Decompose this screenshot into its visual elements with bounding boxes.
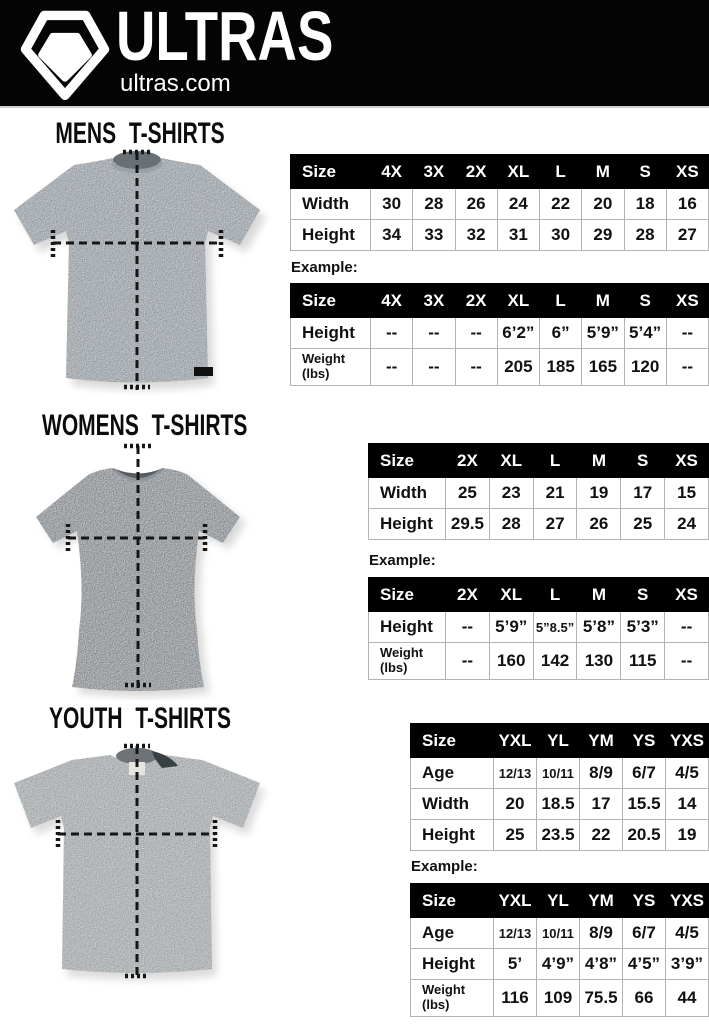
table-cell: 22	[540, 189, 582, 220]
table-cell: 27	[533, 509, 577, 540]
table-header-row	[411, 724, 709, 758]
column-header: XS	[665, 578, 709, 612]
table-cell: 17	[580, 789, 623, 820]
table-cell: 12/13	[494, 758, 537, 789]
table-cell: 4/5	[666, 918, 709, 949]
table-cell: 3’9”	[666, 949, 709, 980]
column-header: M	[582, 284, 624, 318]
column-header: S	[621, 578, 665, 612]
table-cell: --	[455, 318, 497, 349]
table-row	[369, 643, 709, 680]
youth-size-table	[410, 723, 709, 851]
site-header	[0, 0, 709, 108]
column-header: L	[540, 155, 582, 189]
table-row	[291, 349, 709, 386]
table-cell: 14	[666, 789, 709, 820]
table-cell: 165	[582, 349, 624, 386]
row-label: Age	[411, 758, 494, 789]
table-row	[411, 820, 709, 851]
row-label: Height	[291, 318, 371, 349]
column-header: YXS	[666, 884, 709, 918]
column-header: YM	[580, 884, 623, 918]
column-header: S	[621, 444, 665, 478]
table-header-row	[291, 284, 709, 318]
table-cell: 25	[621, 509, 665, 540]
row-label: Age	[411, 918, 494, 949]
table-cell: 4/5	[666, 758, 709, 789]
column-header: M	[577, 578, 621, 612]
table-cell: 28	[624, 220, 666, 251]
table-cell: --	[665, 643, 709, 680]
brand-url: ultras.com	[120, 70, 231, 97]
table-cell: 5’4”	[624, 318, 666, 349]
table-cell: 130	[577, 643, 621, 680]
womens-example-table	[368, 577, 709, 680]
table-cell: --	[413, 318, 455, 349]
row-label: Width	[291, 189, 371, 220]
table-row	[369, 509, 709, 540]
table-cell: 5’3”	[621, 612, 665, 643]
column-header: Size	[369, 578, 446, 612]
column-header: XL	[497, 284, 539, 318]
table-row	[291, 318, 709, 349]
mens-section-title: MENS T-SHIRTS	[55, 117, 225, 150]
data-table	[410, 723, 709, 851]
table-cell: 8/9	[580, 758, 623, 789]
column-header: XS	[666, 155, 708, 189]
table-row	[291, 189, 709, 220]
youth-example-label: Example:	[411, 858, 478, 875]
table-cell: 20.5	[623, 820, 666, 851]
table-header-row	[369, 444, 709, 478]
table-row	[411, 949, 709, 980]
column-header: S	[624, 284, 666, 318]
brand-title: ULTRAS	[116, 0, 334, 75]
column-header: 3X	[413, 284, 455, 318]
column-header: 2X	[446, 578, 490, 612]
table-cell: 33	[413, 220, 455, 251]
hem-tag	[194, 367, 213, 376]
table-cell: 116	[494, 980, 537, 1017]
table-cell: 27	[666, 220, 708, 251]
row-label: Height	[411, 820, 494, 851]
table-cell: 5”8.5”	[533, 612, 577, 643]
table-cell: 29	[582, 220, 624, 251]
column-header: L	[540, 284, 582, 318]
table-cell: 15.5	[623, 789, 666, 820]
table-cell: 44	[666, 980, 709, 1017]
table-cell: 160	[489, 643, 533, 680]
table-cell: 28	[413, 189, 455, 220]
table-cell: 4’5”	[623, 949, 666, 980]
column-header: YXL	[494, 724, 537, 758]
table-cell: 142	[533, 643, 577, 680]
row-label: Weight (lbs)	[369, 643, 446, 680]
column-header: Size	[291, 155, 371, 189]
table-cell: --	[665, 612, 709, 643]
table-cell: 109	[537, 980, 580, 1017]
table-cell: 18	[624, 189, 666, 220]
table-cell: --	[371, 349, 413, 386]
table-cell: 5’	[494, 949, 537, 980]
table-cell: 66	[623, 980, 666, 1017]
table-cell: 15	[665, 478, 709, 509]
table-cell: 32	[455, 220, 497, 251]
table-row	[411, 980, 709, 1017]
column-header: Size	[411, 884, 494, 918]
row-label: Weight (lbs)	[411, 980, 494, 1017]
data-table	[290, 154, 709, 251]
column-header: 3X	[413, 155, 455, 189]
table-cell: 18.5	[537, 789, 580, 820]
mens-tshirt-graphic	[0, 146, 280, 396]
column-header: XL	[497, 155, 539, 189]
table-row	[411, 758, 709, 789]
column-header: YXS	[666, 724, 709, 758]
column-header: YL	[537, 724, 580, 758]
table-cell: --	[666, 349, 708, 386]
table-cell: 19	[577, 478, 621, 509]
row-label: Height	[369, 612, 446, 643]
mens-example-table	[290, 283, 709, 386]
table-row	[411, 918, 709, 949]
table-cell: 205	[497, 349, 539, 386]
table-header-row	[411, 884, 709, 918]
column-header: XL	[489, 578, 533, 612]
table-cell: --	[446, 612, 490, 643]
table-row	[291, 220, 709, 251]
column-header: YL	[537, 884, 580, 918]
row-label: Height	[369, 509, 446, 540]
table-cell: 23.5	[537, 820, 580, 851]
table-cell: 5’8”	[577, 612, 621, 643]
data-table	[410, 883, 709, 1017]
table-cell: 29.5	[446, 509, 490, 540]
table-cell: 28	[489, 509, 533, 540]
table-cell: 6”	[540, 318, 582, 349]
table-cell: 25	[446, 478, 490, 509]
table-cell: 6’2”	[497, 318, 539, 349]
table-cell: 8/9	[580, 918, 623, 949]
table-cell: 6/7	[623, 758, 666, 789]
data-table	[368, 577, 709, 680]
table-cell: 16	[666, 189, 708, 220]
table-cell: 5’9”	[582, 318, 624, 349]
row-label: Width	[369, 478, 446, 509]
row-label: Weight (lbs)	[291, 349, 371, 386]
table-cell: 21	[533, 478, 577, 509]
table-cell: 115	[621, 643, 665, 680]
youth-example-table	[410, 883, 709, 1017]
column-header: 2X	[455, 155, 497, 189]
table-cell: 24	[665, 509, 709, 540]
table-cell: 24	[497, 189, 539, 220]
table-cell: 4’8”	[580, 949, 623, 980]
table-cell: 25	[494, 820, 537, 851]
womens-section-title: WOMENS T-SHIRTS	[42, 409, 248, 442]
column-header: S	[624, 155, 666, 189]
womens-tshirt-graphic	[0, 438, 280, 700]
womens-tshirt-image	[0, 438, 280, 700]
youth-tshirt-graphic	[0, 733, 280, 1005]
table-cell: 20	[582, 189, 624, 220]
table-cell: 10/11	[537, 758, 580, 789]
table-cell: 120	[624, 349, 666, 386]
table-cell: 5’9”	[489, 612, 533, 643]
womens-size-table	[368, 443, 709, 540]
mens-example-label: Example:	[291, 259, 358, 276]
table-cell: 20	[494, 789, 537, 820]
column-header: YS	[623, 884, 666, 918]
table-row	[369, 612, 709, 643]
column-header: L	[533, 578, 577, 612]
table-cell: 30	[540, 220, 582, 251]
youth-section-title: YOUTH T-SHIRTS	[48, 702, 232, 735]
column-header: XL	[489, 444, 533, 478]
column-header: 2X	[446, 444, 490, 478]
row-label: Width	[411, 789, 494, 820]
table-cell: 10/11	[537, 918, 580, 949]
row-label: Height	[411, 949, 494, 980]
table-cell: 75.5	[580, 980, 623, 1017]
table-cell: --	[666, 318, 708, 349]
column-header: Size	[291, 284, 371, 318]
table-cell: 6/7	[623, 918, 666, 949]
womens-example-label: Example:	[369, 552, 436, 569]
youth-tshirt-image	[0, 733, 280, 1005]
table-cell: 23	[489, 478, 533, 509]
column-header: M	[582, 155, 624, 189]
table-cell: 31	[497, 220, 539, 251]
data-table	[368, 443, 709, 540]
table-cell: 22	[580, 820, 623, 851]
column-header: 2X	[455, 284, 497, 318]
column-header: 4X	[371, 284, 413, 318]
table-cell: 34	[371, 220, 413, 251]
column-header: 4X	[371, 155, 413, 189]
mens-tshirt-image	[0, 146, 280, 396]
column-header: L	[533, 444, 577, 478]
table-cell: --	[413, 349, 455, 386]
column-header: YS	[623, 724, 666, 758]
column-header: Size	[411, 724, 494, 758]
table-cell: 30	[371, 189, 413, 220]
table-cell: 12/13	[494, 918, 537, 949]
table-header-row	[291, 155, 709, 189]
pentagon-badge-icon	[16, 7, 114, 101]
column-header: YM	[580, 724, 623, 758]
row-label: Height	[291, 220, 371, 251]
table-cell: 4’9”	[537, 949, 580, 980]
table-cell: 26	[577, 509, 621, 540]
data-table	[290, 283, 709, 386]
column-header: Size	[369, 444, 446, 478]
table-cell: --	[371, 318, 413, 349]
table-row	[411, 789, 709, 820]
column-header: YXL	[494, 884, 537, 918]
column-header: XS	[666, 284, 708, 318]
column-header: M	[577, 444, 621, 478]
table-row	[369, 478, 709, 509]
table-cell: 185	[540, 349, 582, 386]
table-cell: --	[455, 349, 497, 386]
mens-size-table	[290, 154, 709, 251]
table-cell: --	[446, 643, 490, 680]
table-cell: 26	[455, 189, 497, 220]
table-header-row	[369, 578, 709, 612]
column-header: XS	[665, 444, 709, 478]
table-cell: 17	[621, 478, 665, 509]
table-cell: 19	[666, 820, 709, 851]
